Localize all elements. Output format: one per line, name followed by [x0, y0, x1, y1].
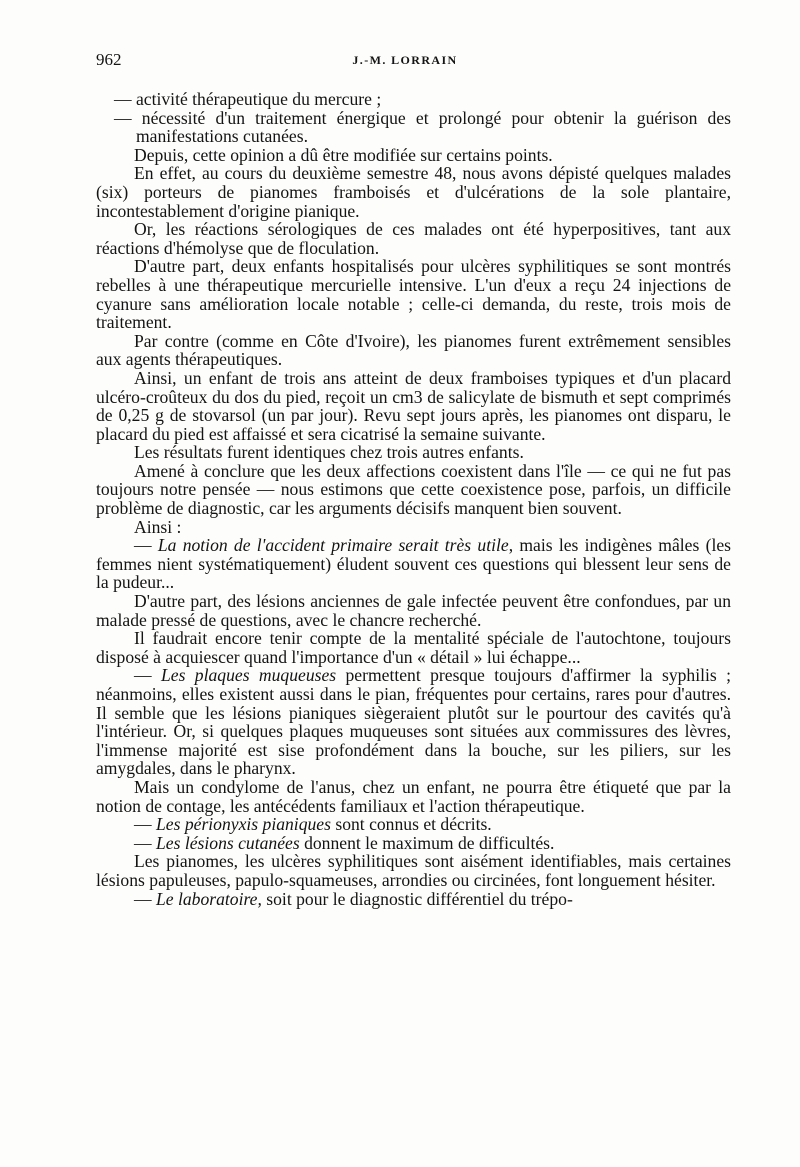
paragraph-prefix: — — [134, 665, 161, 686]
paragraph: Depuis, cette opinion a dû être modifiée sur certains points. — [134, 144, 553, 165]
italic-lead: Les plaques muqueuses — [160, 665, 337, 686]
paragraph-prefix: — — [134, 888, 156, 909]
paragraph: Mais un condylome de l'anus, chez un enfant, ne pourra être étiqueté que par la notion de contage, les antécédents familiaux et l'action thérapeutique. — [96, 776, 731, 816]
paragraph-italic-lead — [96, 834, 731, 853]
paragraph-italic-lead — [96, 666, 731, 778]
italic-lead: La notion de l'accident primaire serait très utile — [157, 535, 509, 556]
paragraph-prefix: — — [134, 535, 158, 556]
paragraph-rest: donnent le maximum de difficultés. — [299, 832, 555, 853]
italic-lead: Les périonyxis pianiques — [156, 814, 331, 835]
italic-lead: Les lésions cutanées — [156, 832, 300, 853]
page-number: 962 — [96, 50, 122, 69]
bullet-item: — nécessité d'un traitement énergique et prolongé pour obtenir la guérison des manifestations cutanées. — [114, 107, 731, 147]
paragraph-rest: sont connus et décrits. — [330, 814, 492, 835]
paragraph: Il faudrait encore tenir compte de la mentalité spéciale de l'autochtone, toujours disposé à acquiescer quand l'importance d'un « détail » lui échappe... — [96, 628, 731, 667]
bullet-item: — activité thérapeutique du mercure ; — [114, 89, 382, 109]
paragraph-italic-lead — [96, 890, 731, 909]
paragraph: En effet, au cours du deuxième semestre 48, nous avons dépisté quelques malades (six) porteurs de pianomes framboisés et d'ulcérations de la sole plantaire, incontestablement d'origine pianique. — [96, 163, 731, 221]
paragraph: D'autre part, des lésions anciennes de gale infectée peuvent être confondues, par un malade pressé de questions, avec le chancre recherché. — [96, 591, 731, 630]
paragraph: D'autre part, deux enfants hospitalisés pour ulcères syphilitiques se sont montrés rebelles à une thérapeutique mercurielle intensive. L'un d'eux a reçu 24 injections de cyanure sans amélioration locale notable ; celle-ci demanda, du reste, trois mois de traitement. — [96, 256, 731, 333]
paragraph: Par contre (comme en Côte d'Ivoire), les pianomes furent extrêmement sensibles aux agents thérapeutiques. — [96, 330, 731, 370]
paragraph-rest: , mais les indigènes mâles (les femmes nient systématiquement) éludent souvent ces questions qui blessent leur sens de la pudeur... — [96, 535, 731, 593]
page-header — [96, 50, 714, 74]
paragraph: Les pianomes, les ulcères syphilitiques sont aisément identifiables, mais certaines lésions papuleuses, papulo-squameuses, arrondies ou circinées, font longuement hésiter. — [96, 851, 731, 890]
paragraph-italic-lead — [96, 815, 731, 834]
paragraph-prefix: — — [134, 832, 156, 853]
paragraph-prefix: — — [134, 814, 156, 835]
paragraph-rest: permettent presque toujours d'affirmer la syphilis ; néanmoins, elles existent aussi dans le pian, fréquentes pour certains, rares pour d'autres. Il semble que les lésions pianiques siègeraient plutôt sur le pourtour des cavités qu'à l'intérieur. Or, si quelques plaques muqueuses sont situées aux commissures des lèvres, l'immense majorité est sise profondément dans la bouche, sur les piliers, sur les amygdales, dans le pharynx. — [96, 665, 731, 779]
paragraph-rest: soit pour le diagnostic différentiel du trépo- — [261, 888, 573, 909]
paragraph: Or, les réactions sérologiques de ces malades ont été hyperpositives, tant aux réactions d'hémolyse que de floculation. — [96, 219, 731, 258]
paragraph-italic-lead — [96, 536, 731, 592]
paragraph: Les résultats furent identiques chez trois autres enfants. — [134, 442, 524, 463]
article-body — [96, 90, 731, 908]
paragraph: Ainsi : — [134, 516, 182, 537]
running-head: J.-M. LORRAIN — [352, 53, 458, 67]
paragraph: Amené à conclure que les deux affections coexistent dans l'île — ce qui ne fut pas toujours notre pensée — nous estimons que cette coexistence pose, parfois, un difficile problème de diagnostic, car les arguments décisifs manquent bien souvent. — [96, 460, 731, 519]
italic-lead: Le laboratoire, — [156, 888, 262, 909]
paragraph: Ainsi, un enfant de trois ans atteint de deux framboises typiques et d'un placard ulcéro-croûteux du dos du pied, reçoit un cm3 de salicylate de bismuth et sept comprimés de 0,25 g de stovarsol (un par jour). Revu sept jours après, les pianomes ont disparu, le placard du pied est affaissé et sera cicatrisé la semaine suivante. — [96, 367, 731, 444]
